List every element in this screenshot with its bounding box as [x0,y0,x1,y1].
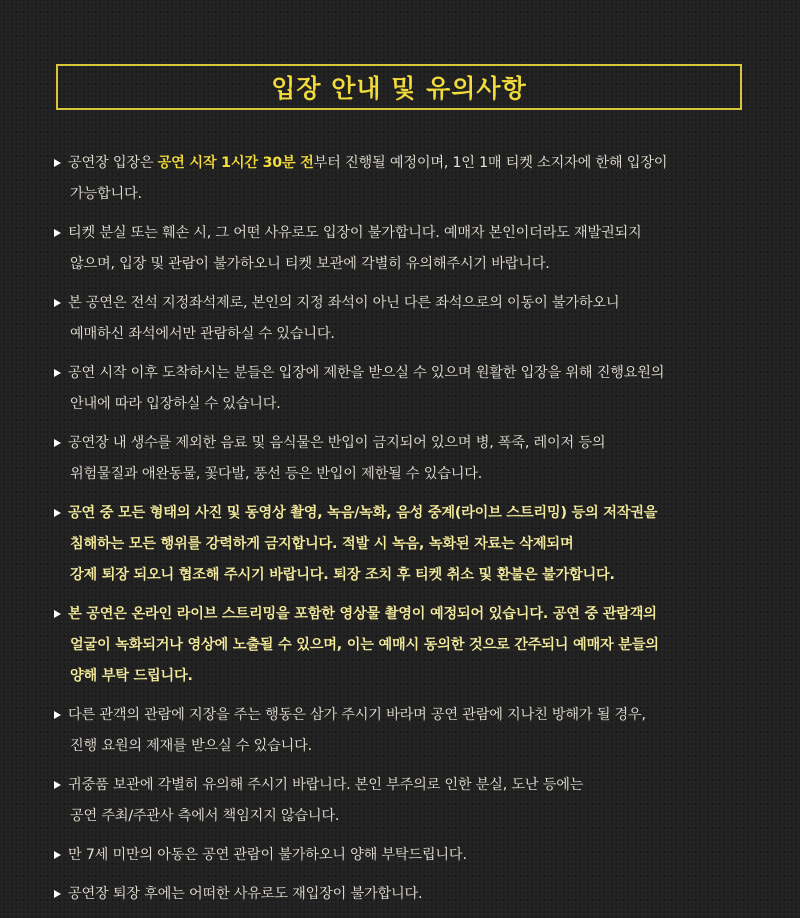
notice-item-age-limit [54,840,758,871]
bullet-triangle-icon [54,851,61,859]
bullet-triangle-icon [54,509,61,517]
notice-text: 공연장 입장은 [68,155,158,171]
bullet-triangle-icon [54,369,61,377]
notice-line: 공연장 퇴장 후에는 어떠한 사유로도 재입장이 불가합니다. [68,886,423,902]
notice-line: 공연 중 모든 형태의 사진 및 동영상 촬영, 녹음/녹화, 음성 중계(라이브 스트리밍) 등의 저작권을 [68,505,658,521]
notice-item-prohibited-items [54,428,758,490]
notice-line: 강제 퇴장 되오니 협조해 주시기 바랍니다. 퇴장 조치 후 티켓 취소 및 환불은 불가합니다. [70,567,615,583]
bullet-triangle-icon [54,159,61,167]
notice-line: 공연 시작 이후 도착하시는 분들은 입장에 제한을 받으실 수 있으며 원활한 입장을 위해 진행요원의 [68,365,665,381]
notice-item-recording-ban [54,498,758,591]
notice-line: 안내에 따라 입장하실 수 있습니다. [70,396,281,412]
notice-text: 부터 진행될 예정이며, 1인 1매 티켓 소지자에 한해 입장이 [313,155,668,171]
notice-line: 티켓 분실 또는 훼손 시, 그 어떤 사유로도 입장이 불가합니다. 예매자 본인이더라도 재발권되지 [68,225,642,241]
highlight-text: 공연 시작 1시간 30분 전 [157,155,314,171]
notice-line: 않으며, 입장 및 관람이 불가하오니 티켓 보관에 각별히 유의해주시기 바랍니다. [70,256,550,272]
bullet-triangle-icon [54,229,61,237]
bullet-triangle-icon [54,439,61,447]
notice-line: 만 7세 미만의 아동은 공연 관람이 불가하오니 양해 부탁드립니다. [68,847,467,863]
notice-line: 얼굴이 녹화되거나 영상에 노출될 수 있으며, 이는 예매시 동의한 것으로 간주되니 예매자 분들의 [70,637,659,653]
notice-item-disruptive-behavior [54,700,758,762]
notice-item-filming-consent [54,599,758,692]
notice-line: 공연장 내 생수를 제외한 음료 및 음식물은 반입이 금지되어 있으며 병, 폭죽, 레이저 등의 [68,435,606,451]
notice-line: 가능합니다. [70,186,142,202]
notice-list [54,148,758,918]
notice-item-reserved-seating [54,288,758,350]
notice-item-admission-time [54,148,758,210]
notice-line: 본 공연은 전석 지정좌석제로, 본인의 지정 좌석이 아닌 다른 좌석으로의 이동이 불가하오니 [68,295,620,311]
notice-line: 양해 부탁 드립니다. [70,668,193,684]
notice-item-valuables [54,770,758,832]
bullet-triangle-icon [54,610,61,618]
notice-line: 본 공연은 온라인 라이브 스트리밍을 포함한 영상물 촬영이 예정되어 있습니다. 공연 중 관람객의 [68,606,657,622]
notice-item-late-arrival [54,358,758,420]
page-title: 입장 안내 및 유의사항 [271,74,527,103]
notice-item-no-reentry [54,879,758,910]
notice-line: 침해하는 모든 행위를 강력하게 금지합니다. 적발 시 녹음, 녹화된 자료는 삭제되며 [70,536,574,552]
notice-line: 귀중품 보관에 각별히 유의해 주시기 바랍니다. 본인 부주의로 인한 분실, 도난 등에는 [68,777,584,793]
bullet-triangle-icon [54,890,61,898]
title-box [56,64,742,110]
bullet-triangle-icon [54,299,61,307]
notice-item-ticket-loss [54,218,758,280]
notice-line [68,148,758,179]
notice-line: 공연 주최/주관사 측에서 책임지지 않습니다. [70,808,340,824]
bullet-triangle-icon [54,781,61,789]
notice-line: 다른 관객의 관람에 지장을 주는 행동은 삼가 주시기 바라며 공연 관람에 지나친 방해가 될 경우, [68,707,646,723]
notice-line: 진행 요원의 제재를 받으실 수 있습니다. [70,738,312,754]
notice-line: 위험물질과 애완동물, 꽃다발, 풍선 등은 반입이 제한될 수 있습니다. [70,466,483,482]
notice-line: 예매하신 좌석에서만 관람하실 수 있습니다. [70,326,335,342]
bullet-triangle-icon [54,711,61,719]
